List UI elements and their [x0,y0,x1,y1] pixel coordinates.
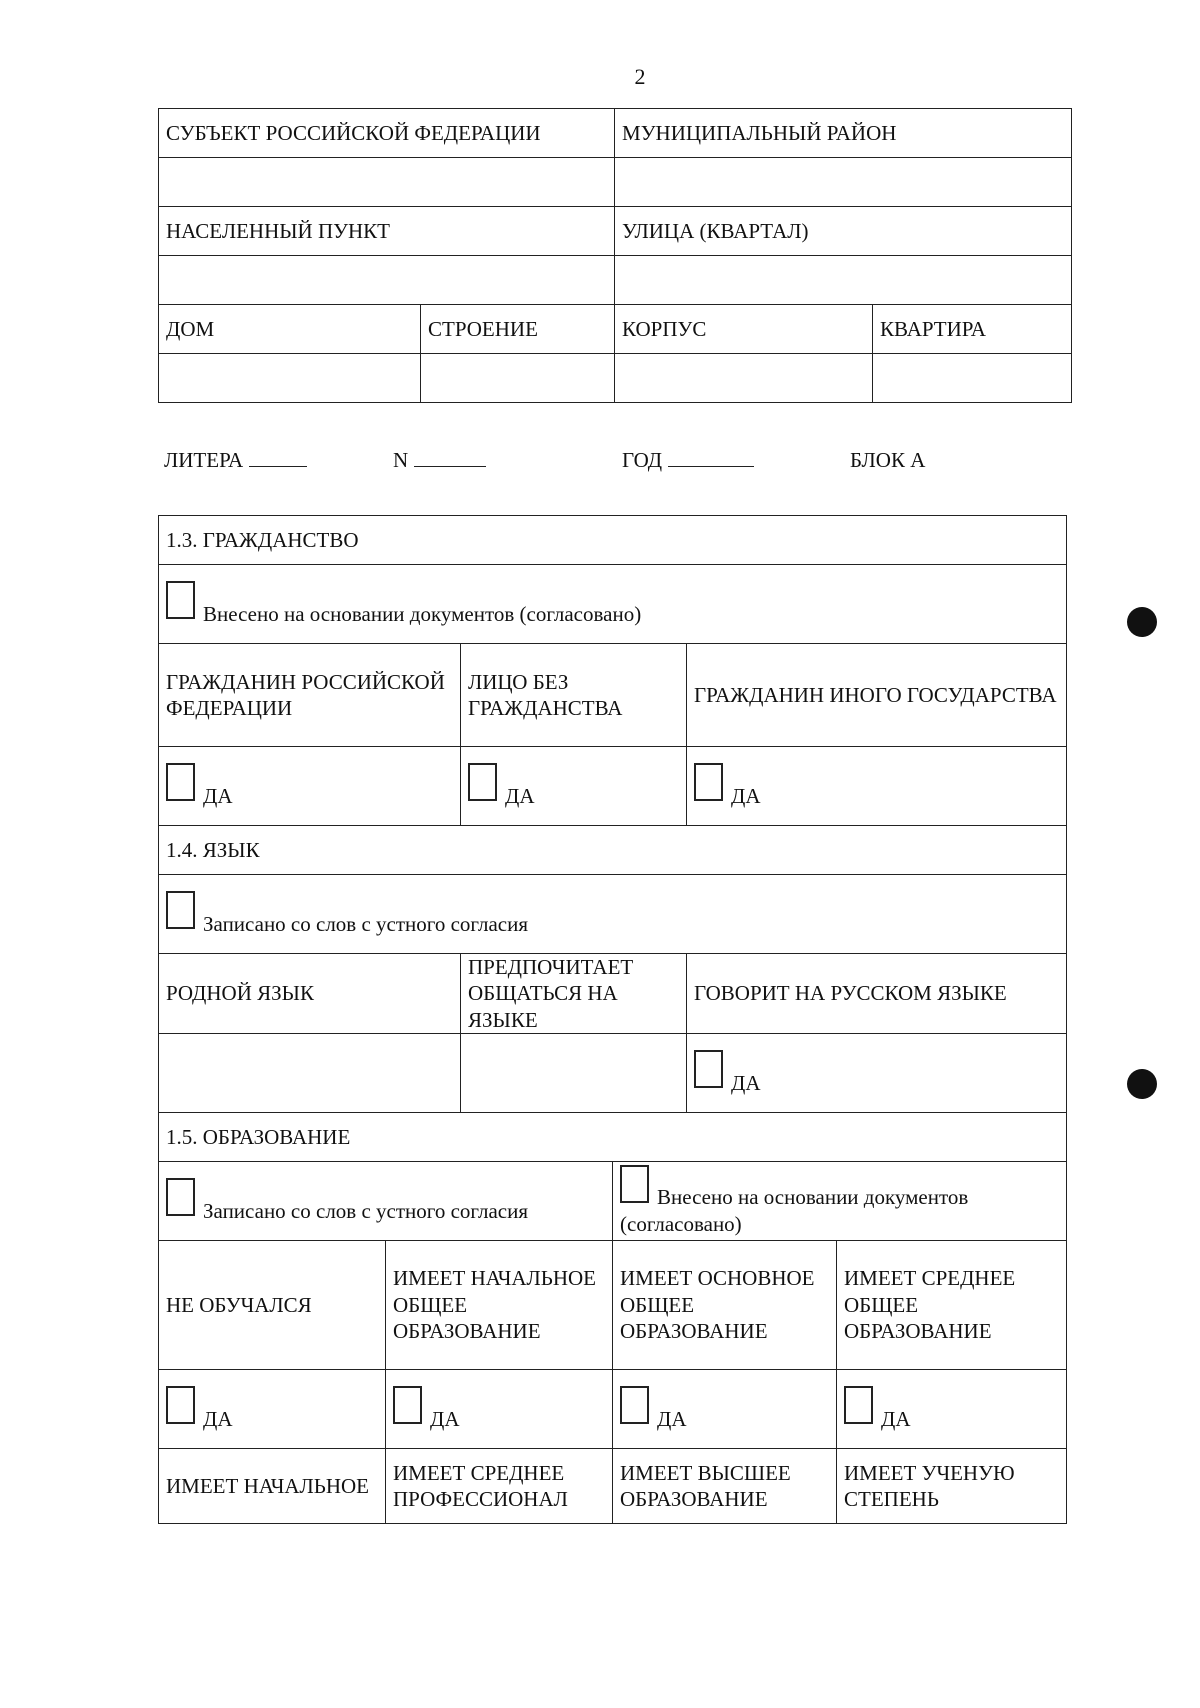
secondary-general-cell [837,1369,1067,1448]
apartment-label: КВАРТИРА [873,305,1072,354]
speaks-russian-header: ГОВОРИТ НА РУССКОМ ЯЗЫКЕ [687,954,1067,1034]
yes-label: ДА [881,1406,911,1431]
yes-label: ДА [203,783,233,808]
block-a-label: БЛОК А [850,448,926,472]
street-field[interactable] [615,256,1072,305]
citizen-rf-header: ГРАЖДАНИН РОССИЙСКОЙ ФЕДЕРАЦИИ [159,644,461,747]
litera-group [164,448,243,473]
settlement-field[interactable] [159,256,615,305]
speaks-russian-cell [687,1033,1067,1112]
punch-hole-dot [1127,607,1157,637]
secondary-general-checkbox[interactable] [844,1386,873,1424]
litera-line [164,448,1064,478]
apartment-field[interactable] [873,354,1072,403]
litera-blank[interactable] [249,448,307,467]
foreign-citizen-cell [687,747,1067,826]
primary-general-cell [386,1369,613,1448]
basic-general-header: ИМЕЕТ ОСНОВНОЕ ОБЩЕЕ ОБРАЗОВАНИЕ [613,1240,837,1369]
page-number: 2 [634,64,646,89]
yes-label: ДА [203,1406,233,1431]
punch-hole-dot [1127,1069,1157,1099]
education-verbal-note: Записано со слов с устного согласия [203,1198,528,1223]
citizenship-docs-checkbox[interactable] [166,581,195,619]
native-language-header: РОДНОЙ ЯЗЫК [159,954,461,1034]
education-docs-note: Внесено на основании документов (согласовано) [620,1185,969,1236]
language-verbal-note: Записано со слов с устного согласия [203,911,528,936]
education-verbal-cell [159,1161,613,1240]
citizen-rf-cell [159,747,461,826]
language-verbal-checkbox[interactable] [166,891,195,929]
foreign-citizen-header: ГРАЖДАНИН ИНОГО ГОСУДАРСТВА [687,644,1067,747]
building-field[interactable] [421,354,615,403]
academic-degree-header: ИМЕЕТ УЧЕНУЮ СТЕПЕНЬ [837,1448,1067,1523]
yes-label: ДА [657,1406,687,1431]
primary-header: ИМЕЕТ НАЧАЛЬНОЕ [159,1448,386,1523]
preferred-language-field[interactable] [461,1033,687,1112]
preferred-language-header: ПРЕДПОЧИТАЕТ ОБЩАТЬСЯ НА ЯЗЫКЕ [461,954,687,1034]
language-verbal-row [159,875,1067,954]
year-label: ГОД [622,448,663,472]
language-title: 1.4. ЯЗЫК [159,826,1067,875]
speaks-russian-checkbox[interactable] [694,1050,723,1088]
address-table [158,108,1072,403]
litera-label: ЛИТЕРА [164,448,244,472]
block-label: КОРПУС [615,305,873,354]
settlement-label: НАСЕЛЕННЫЙ ПУНКТ [159,207,615,256]
year-group [622,448,662,473]
secondary-general-header: ИМЕЕТ СРЕДНЕЕ ОБЩЕЕ ОБРАЗОВАНИЕ [837,1240,1067,1369]
stateless-checkbox[interactable] [468,763,497,801]
citizenship-docs-note: Внесено на основании документов (согласовано) [203,601,642,626]
education-docs-checkbox[interactable] [620,1165,649,1203]
district-field[interactable] [615,158,1072,207]
citizenship-docs-row [159,565,1067,644]
no-education-header: НЕ ОБУЧАЛСЯ [159,1240,386,1369]
n-blank[interactable] [414,448,486,467]
subject-label: СУБЪЕКТ РОССИЙСКОЙ ФЕДЕРАЦИИ [159,109,615,158]
education-title: 1.5. ОБРАЗОВАНИЕ [159,1112,1067,1161]
primary-general-checkbox[interactable] [393,1386,422,1424]
secondary-professional-header: ИМЕЕТ СРЕДНЕЕ ПРОФЕССИОНАЛ [386,1448,613,1523]
citizenship-title: 1.3. ГРАЖДАНСТВО [159,516,1067,565]
house-label: ДОМ [159,305,421,354]
district-label: МУНИЦИПАЛЬНЫЙ РАЙОН [615,109,1072,158]
subject-field[interactable] [159,158,615,207]
basic-general-cell [613,1369,837,1448]
basic-general-checkbox[interactable] [620,1386,649,1424]
yes-label: ДА [430,1406,460,1431]
education-docs-cell [613,1161,1067,1240]
education-verbal-checkbox[interactable] [166,1178,195,1216]
questions-table [158,515,1067,1524]
year-blank[interactable] [668,448,754,467]
primary-general-header: ИМЕЕТ НАЧАЛЬНОЕ ОБЩЕЕ ОБРАЗОВАНИЕ [386,1240,613,1369]
street-label: УЛИЦА (КВАРТАЛ) [615,207,1072,256]
no-education-cell [159,1369,386,1448]
house-field[interactable] [159,354,421,403]
n-group [393,448,408,473]
no-education-checkbox[interactable] [166,1386,195,1424]
yes-label: ДА [505,783,535,808]
yes-label: ДА [731,783,761,808]
yes-label: ДА [731,1070,761,1095]
citizen-rf-checkbox[interactable] [166,763,195,801]
n-label: N [393,448,409,472]
stateless-cell [461,747,687,826]
foreign-citizen-checkbox[interactable] [694,763,723,801]
building-label: СТРОЕНИЕ [421,305,615,354]
higher-education-header: ИМЕЕТ ВЫСШЕЕ ОБРАЗОВАНИЕ [613,1448,837,1523]
native-language-field[interactable] [159,1033,461,1112]
stateless-header: ЛИЦО БЕЗ ГРАЖДАНСТВА [461,644,687,747]
block-field[interactable] [615,354,873,403]
